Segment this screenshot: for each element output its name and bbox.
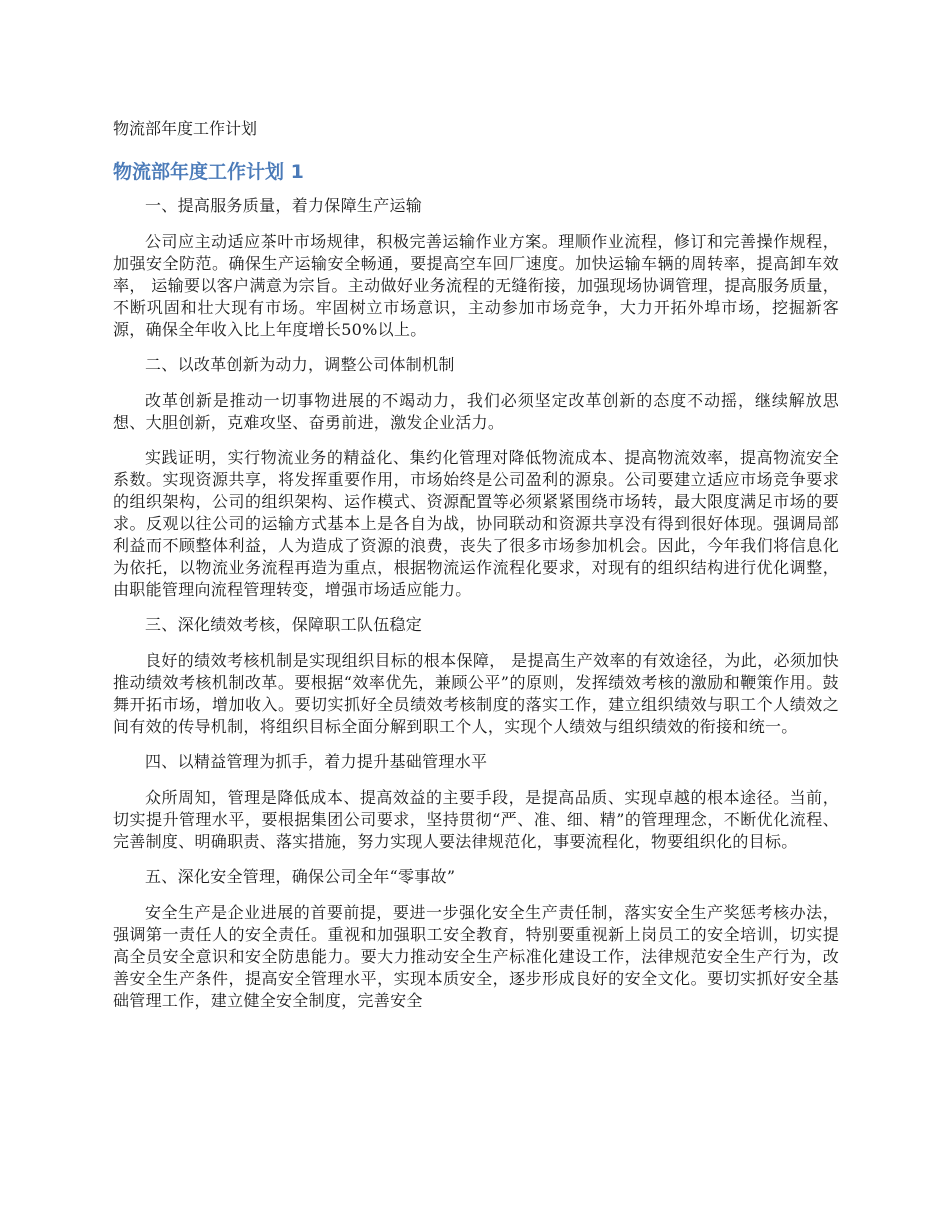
paragraph-6: 安全生产是企业进展的首要前提，要进一步强化安全生产责任制，落实安全生产奖惩考核办法，强调第一责任人的安全责任。重视和加强职工安全教育，特别要重视新上岗员工的安全培训，切实提高全员安全意识和安全防患能力。要大力推动安全生产标准化建设工作，法律规范安全生产行为，改善安全生产条件，提高安全管理水平，实现本质安全，逐步形成良好的安全文化。要切实抓好安全基础管理工作，建立健全安全制度，完善安全	[113, 903, 839, 1010]
document-title: 物流部年度工作计划	[113, 119, 258, 138]
section-heading: 物流部年度工作计划 1	[113, 161, 304, 183]
subheading-2: 二、以改革创新为动力，调整公司体制机制	[145, 355, 455, 374]
subheading-4: 四、以精益管理为抓手，着力提升基础管理水平	[145, 752, 488, 771]
paragraph-4: 良好的绩效考核机制是实现组织目标的根本保障， 是提高生产效率的有效途径，为此，必须加快推动绩效考核机制改革。要根据“效率优先，兼顾公平”的原则，发挥绩效考核的激励和鞭策作用。鼓舞开拓市场，增加收入。要切实抓好全员绩效考核制度的落实工作，建立组织绩效与职工个人绩效之间有效的传导机制，将组织目标全面分解到职工个人，实现个人绩效与组织绩效的衔接和统一。	[113, 651, 839, 736]
document-page	[113, 118, 839, 1025]
subheading-3: 三、深化绩效考核，保障职工队伍稳定	[145, 615, 423, 634]
paragraph-1: 公司应主动适应茶叶市场规律，积极完善运输作业方案。理顺作业流程，修订和完善操作规程，加强安全防范。确保生产运输安全畅通，要提高空车回厂速度。加快运输车辆的周转率，提高卸车效率， 运输要以客户满意为宗旨。主动做好业务流程的无缝衔接，加强现场协调管理，提高服务质量，不断巩固和壮大现有市场。牢固树立市场意识，主动参加市场竞争，大力开拓外埠市场，挖掘新客源，确保全年收入比上年度增长50%以上。	[113, 232, 839, 339]
paragraph-3: 实践证明，实行物流业务的精益化、集约化管理对降低物流成本、提高物流效率，提高物流安全系数。实现资源共享，将发挥重要作用，市场始终是公司盈利的源泉。公司要建立适应市场竞争要求的组织架构，公司的组织架构、运作模式、资源配置等必须紧紧围绕市场转，最大限度满足市场的要求。反观以往公司的运输方式基本上是各自为战，协同联动和资源共享没有得到很好体现。强调局部利益而不顾整体利益，人为造成了资源的浪费，丧失了很多市场参加机会。因此，今年我们将信息化为依托，以物流业务流程再造为重点，根据物流运作流程化要求，对现有的组织结构进行优化调整，由职能管理向流程管理转变，增强市场适应能力。	[113, 448, 839, 599]
paragraph-5: 众所周知，管理是降低成本、提高效益的主要手段，是提高品质、实现卓越的根本途径。当前，切实提升管理水平，要根据集团公司要求，坚持贯彻“严、准、细、精”的管理理念，不断优化流程、完善制度、明确职责、落实措施，努力实现人要法律规范化，事要流程化，物要组织化的目标。	[113, 788, 839, 851]
subheading-1: 一、提高服务质量，着力保障生产运输	[145, 196, 423, 215]
paragraph-2: 改革创新是推动一切事物进展的不竭动力，我们必须坚定改革创新的态度不动摇，继续解放思想、大胆创新，克难攻坚、奋勇前进，激发企业活力。	[113, 391, 839, 432]
subheading-5: 五、深化安全管理，确保公司全年“零事故”	[145, 867, 456, 886]
